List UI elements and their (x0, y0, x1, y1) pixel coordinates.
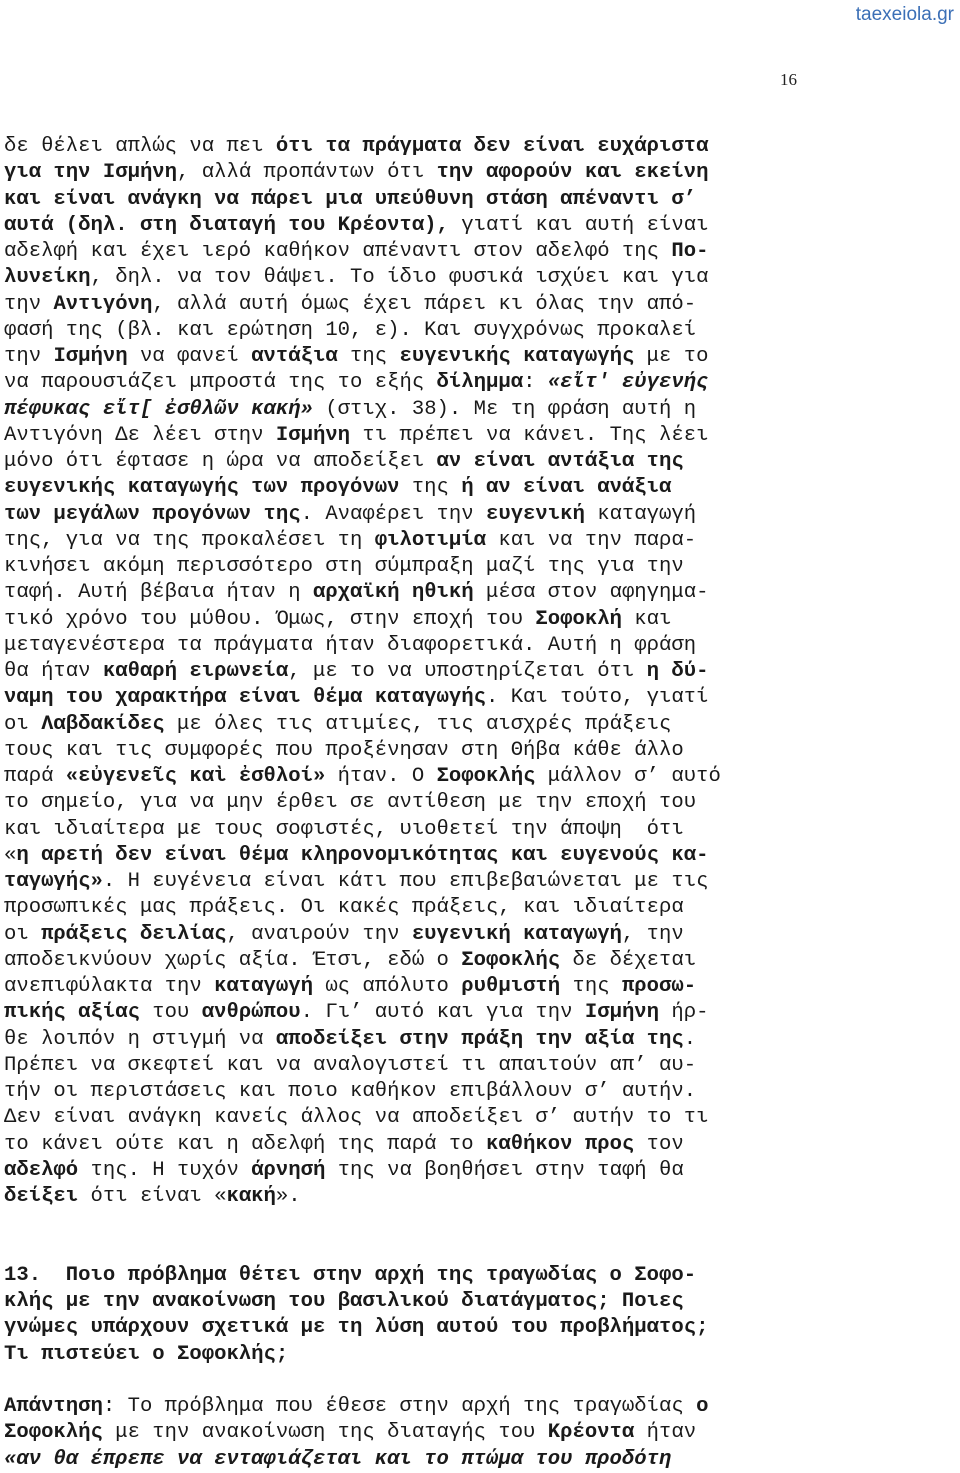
body-text: αποδεικνύουν χωρίς αξία. Έτσι, εδώ ο (4, 948, 462, 972)
text-line (4, 1105, 800, 1131)
body-text: ήταν. Ο (325, 765, 437, 788)
body-text: οι (4, 922, 42, 946)
bold-text: πράξεις δειλίας (41, 922, 227, 946)
text-line (4, 1342, 800, 1368)
bold-text: ρυθμιστή (461, 975, 561, 998)
text-line (4, 528, 800, 554)
bold-text: Σοφοκλή (535, 607, 622, 631)
bold-italic-span (4, 1448, 671, 1471)
text-line (4, 370, 800, 396)
bold-text: «εὐγενεῖς καὶ ἐσθλοί» (65, 765, 326, 788)
page-number: 16 (780, 70, 797, 89)
body-text: μεταγενέστερα τα πράγματα ήταν διαφορετικά. Αυτή η φράση (4, 633, 697, 657)
body-text: τικό χρόνο του μύθου. Όμως, στην εποχή του (4, 607, 536, 631)
body-text: , αλλά προπάντων ότι (177, 161, 437, 185)
body-text: της (399, 476, 462, 500)
bold-text: Ισμήνη (584, 1001, 660, 1025)
site-watermark[interactable]: taexeiola.gr (855, 4, 954, 25)
body-text: , δηλ. να τον θάψει. Το ίδιο φυσικά ισχύει και για (90, 266, 709, 290)
bold-text: Απάντηση (4, 1395, 103, 1418)
bold-text: των μεγάλων προγόνων της (4, 502, 301, 526)
bold-text: άρνησή (251, 1158, 326, 1182)
bold-text: Σοφοκλής (461, 948, 561, 972)
body-text: οι (4, 712, 42, 736)
body-text: , αλλά αυτή όμως έχει πάρει κι όλας την από- (152, 292, 697, 316)
bold-text: αυτά (δηλ. στη διαταγή του Κρέοντα), (4, 213, 449, 237)
body-text: ήρ- (659, 1001, 709, 1025)
body-text: (στιχ. 38). Με τη φράση αυτή η (312, 397, 697, 421)
body-text: θα ήταν (4, 660, 103, 683)
bold-text: και είναι ανάγκη να πάρει μια υπεύθυνη στάση απέναντι σ’ (4, 187, 697, 211)
text-line (4, 948, 800, 974)
body-text: Δεν είναι ανάγκη κανείς άλλος να αποδείξει σ’ αυτήν το τι (4, 1106, 709, 1130)
body-text: του (139, 1001, 202, 1025)
text-line (4, 580, 800, 606)
body-text: και ιδιαίτερα με τους σοφιστές, υιοθετεί την άποψη ότι (4, 817, 684, 841)
text-line (4, 1420, 800, 1446)
text-line (4, 292, 800, 318)
text-line (4, 160, 800, 186)
bold-text: ευγενικής καταγωγής (399, 345, 635, 368)
body-text: . Η ευγένεια είναι κάτι που επιβεβαιώνεται με τις (102, 870, 709, 893)
emphasis-text: «αν θα έπρεπε να ενταφιάζεται και το πτώμα του προδότη (4, 1447, 672, 1471)
body-text: κινήσει ακόμη περισσότερο στη σύμπραξη μαζί της για την (4, 555, 684, 578)
text-line (4, 397, 800, 423)
bold-text: Σοφοκλής (4, 1421, 103, 1445)
text-line (4, 895, 800, 921)
body-text: . Και τούτο, γιατί (485, 686, 709, 710)
bold-text: 13. Ποιο πρόβλημα θέτει στην αρχή της τραγωδίας ο Σοφο- (4, 1263, 697, 1287)
body-text: . (683, 1027, 697, 1051)
bold-text: καθαρή ειρωνεία (102, 660, 289, 683)
bold-text: ανθρώπου (201, 1001, 301, 1025)
bold-text: κλής με την ανακοίνωση του βασιλικού διατάγματος; Ποιες (4, 1290, 684, 1313)
blank-line (4, 1237, 800, 1263)
text-line (4, 1079, 800, 1105)
bold-text: ταγωγής» (4, 870, 103, 893)
body-text: ανεπιφύλακτα την (4, 975, 215, 998)
bold-text: φιλοτιμία (374, 528, 486, 552)
body-text: τον (634, 1132, 684, 1156)
bold-text: ευγενική (485, 502, 585, 526)
text-line (4, 239, 800, 265)
body-text: της. Η τυχόν (78, 1158, 252, 1182)
body-text: την (4, 345, 54, 368)
body-text: . Αναφέρει την (300, 502, 486, 526)
text-line (4, 265, 800, 291)
body-text: το κάνει ούτε και η αδελφή της παρά το (4, 1132, 486, 1156)
body-text: της, για να της προκαλέσει τη (4, 528, 375, 552)
text-line (4, 1263, 800, 1289)
body-text: προσωπικές μας πράξεις. Οι κακές πράξεις, και ιδιαίτερα (4, 896, 684, 920)
blank-line (4, 1368, 800, 1394)
text-line (4, 502, 800, 528)
bold-text: αποδείξει στην πράξη την αξία της (275, 1027, 684, 1051)
bold-text: Σοφοκλής (436, 765, 536, 788)
body-text: « (4, 843, 17, 867)
text-line (4, 1289, 800, 1315)
text-line (4, 187, 800, 213)
text-line (4, 764, 800, 790)
bold-text: αδελφό (4, 1158, 79, 1182)
text-line (4, 1184, 800, 1210)
body-text: της (560, 975, 622, 998)
body-text: μάλλον σ’ αυτό (535, 765, 721, 788)
body-text: φασή της (βλ. και ερώτηση 10, ε). Και συγχρόνως προκαλεί (4, 318, 697, 342)
bold-text: για την Ισμήνη (4, 161, 178, 185)
bold-text: καθήκον προς (485, 1132, 635, 1156)
text-line (4, 1158, 800, 1184)
emphasis-text: πέφυκας εἴτ[ ἐσθλῶν κακή» (4, 397, 313, 421)
text-line (4, 974, 800, 1000)
text-line (4, 1053, 800, 1079)
bold-text: κακή (226, 1185, 276, 1208)
text-line (4, 659, 800, 685)
bold-text: προσω- (621, 975, 697, 998)
body-text: . Γι’ αυτό και για την (300, 1001, 585, 1025)
body-text: τι πρέπει να κάνει. Της λέει (350, 423, 709, 447)
body-text: με όλες τις ατιμίες, τις αισχρές πράξεις (164, 712, 672, 736)
bold-text: αρχαϊκή ηθική (312, 581, 474, 605)
body-text: γιατί και αυτή είναι (448, 213, 709, 237)
body-text: και να την παρα- (485, 528, 697, 552)
text-line (4, 449, 800, 475)
body-text: , αναιρούν την (226, 922, 412, 946)
body-text: θε λοιπόν η στιγμή να (4, 1027, 276, 1051)
text-line (4, 922, 800, 948)
text-line (4, 318, 800, 344)
body-text: Πρέπει να σκεφτεί και να αναλογιστεί τι απαιτούν απ’ αυ- (4, 1053, 697, 1077)
bold-text: αν είναι αντάξια της (436, 450, 684, 473)
bold-text: καταγωγή (214, 975, 313, 998)
body-text: και (621, 607, 672, 631)
text-line (4, 712, 800, 738)
body-text: καταγωγή (584, 502, 697, 526)
emphasis-text: «εἴτ' εὐγενής (547, 371, 709, 395)
bold-text: Ισμήνη (275, 423, 351, 447)
bold-italic-span (4, 398, 313, 421)
body-text: : (523, 371, 548, 395)
bold-text: ευγενική καταγωγή (411, 922, 622, 946)
text-line (4, 213, 800, 239)
body-text: ότι είναι « (78, 1185, 227, 1208)
body-text: τους και τις συμφορές που προξένησαν στη Θήβα κάθε άλλο (4, 738, 684, 762)
text-line (4, 344, 800, 370)
bold-text: η δύ- (646, 660, 709, 683)
body-text: , με το να υποστηρίζεται ότι (288, 660, 647, 683)
text-line (4, 423, 800, 449)
body-text: παρά (4, 765, 66, 788)
body-text: μόνο ότι έφτασε η ώρα να αποδείξει (4, 450, 437, 473)
body-text: δε θέλει απλώς να πει (4, 135, 276, 158)
text-line (4, 817, 800, 843)
bold-text: ή αν είναι ανάξια (461, 476, 672, 500)
body-text: το σημείο, για να μην έρθει σε αντίθεση με την εποχή του (4, 791, 697, 815)
bold-text: δίλημμα (436, 371, 524, 395)
text-line (4, 1394, 800, 1420)
body-text: την (4, 292, 54, 316)
bold-text: Κρέοντα (547, 1421, 635, 1445)
body-text: , την (621, 922, 684, 946)
text-line (4, 134, 800, 160)
text-line (4, 633, 800, 659)
text-line (4, 607, 800, 633)
body-text: αδελφή και έχει ιερό καθήκον απέναντι στον αδελφό της (4, 240, 672, 263)
body-text: με το (634, 345, 709, 368)
body-text: Αντιγόνη Δε λέει στην (4, 423, 276, 447)
bold-text: λυνείκη (4, 266, 91, 290)
bold-text: ευγενικής καταγωγής των προγόνων (4, 476, 400, 500)
text-line (4, 790, 800, 816)
bold-text: Πο- (671, 240, 709, 263)
bold-italic-span (548, 371, 709, 394)
bold-text: γνώμες υπάρχουν σχετικά με τη λύση αυτού του προβλήματος; (4, 1316, 709, 1340)
body-text: δε δέχεται (560, 948, 697, 972)
bold-text: πικής αξίας (4, 1001, 140, 1025)
bold-text: ότι τα πράγματα δεν είναι ευχάριστα (275, 135, 709, 158)
text-line (4, 738, 800, 764)
body-text: τήν οι περιστάσεις και ποιο καθήκον επιβάλλουν σ’ αυτήν. (4, 1080, 697, 1103)
body-text: ». (275, 1185, 301, 1208)
body-text: να φανεί (127, 345, 252, 368)
body-text: ταφή. Αυτή βέβαια ήταν η (4, 581, 313, 605)
blank-line (4, 1210, 800, 1236)
bold-text: Λαβδακίδες (41, 712, 165, 736)
text-line (4, 475, 800, 501)
body-text: της να βοηθήσει στην ταφή θα (325, 1158, 684, 1182)
text-line (4, 1000, 800, 1026)
text-line (4, 1132, 800, 1158)
body-text: ως απόλυτο (312, 975, 462, 998)
text-line (4, 1315, 800, 1341)
body-text: ήταν (634, 1421, 697, 1445)
bold-text: την αφορούν και εκείνη (436, 161, 709, 185)
body-text: να παρουσιάζει μπροστά της το εξής (4, 371, 437, 395)
body-text: με την ανακοίνωση της διαταγής του (102, 1421, 548, 1445)
bold-text: η αρετή δεν είναι θέμα κληρονομικότητας και ευγενούς κα- (16, 843, 709, 867)
body-text: μέσα στον αφηγημα- (473, 581, 709, 605)
bold-text: δείξει (4, 1185, 79, 1208)
text-line (4, 685, 800, 711)
bold-text: ο (696, 1395, 709, 1418)
bold-text: Ισμήνη (53, 345, 128, 368)
document-body (4, 134, 800, 1473)
text-line (4, 843, 800, 869)
body-text: της (337, 345, 400, 368)
text-line (4, 554, 800, 580)
body-text: : Το πρόβλημα που έθεσε στην αρχή της τραγωδίας (102, 1395, 697, 1418)
bold-text: αντάξια (251, 345, 338, 368)
bold-text: ναμη του χαρακτήρα είναι θέμα καταγωγής (4, 686, 486, 710)
text-line (4, 1027, 800, 1053)
bold-text: Αντιγόνη (53, 292, 153, 316)
bold-text: Τι πιστεύει ο Σοφοκλής; (4, 1342, 289, 1366)
text-line (4, 869, 800, 895)
